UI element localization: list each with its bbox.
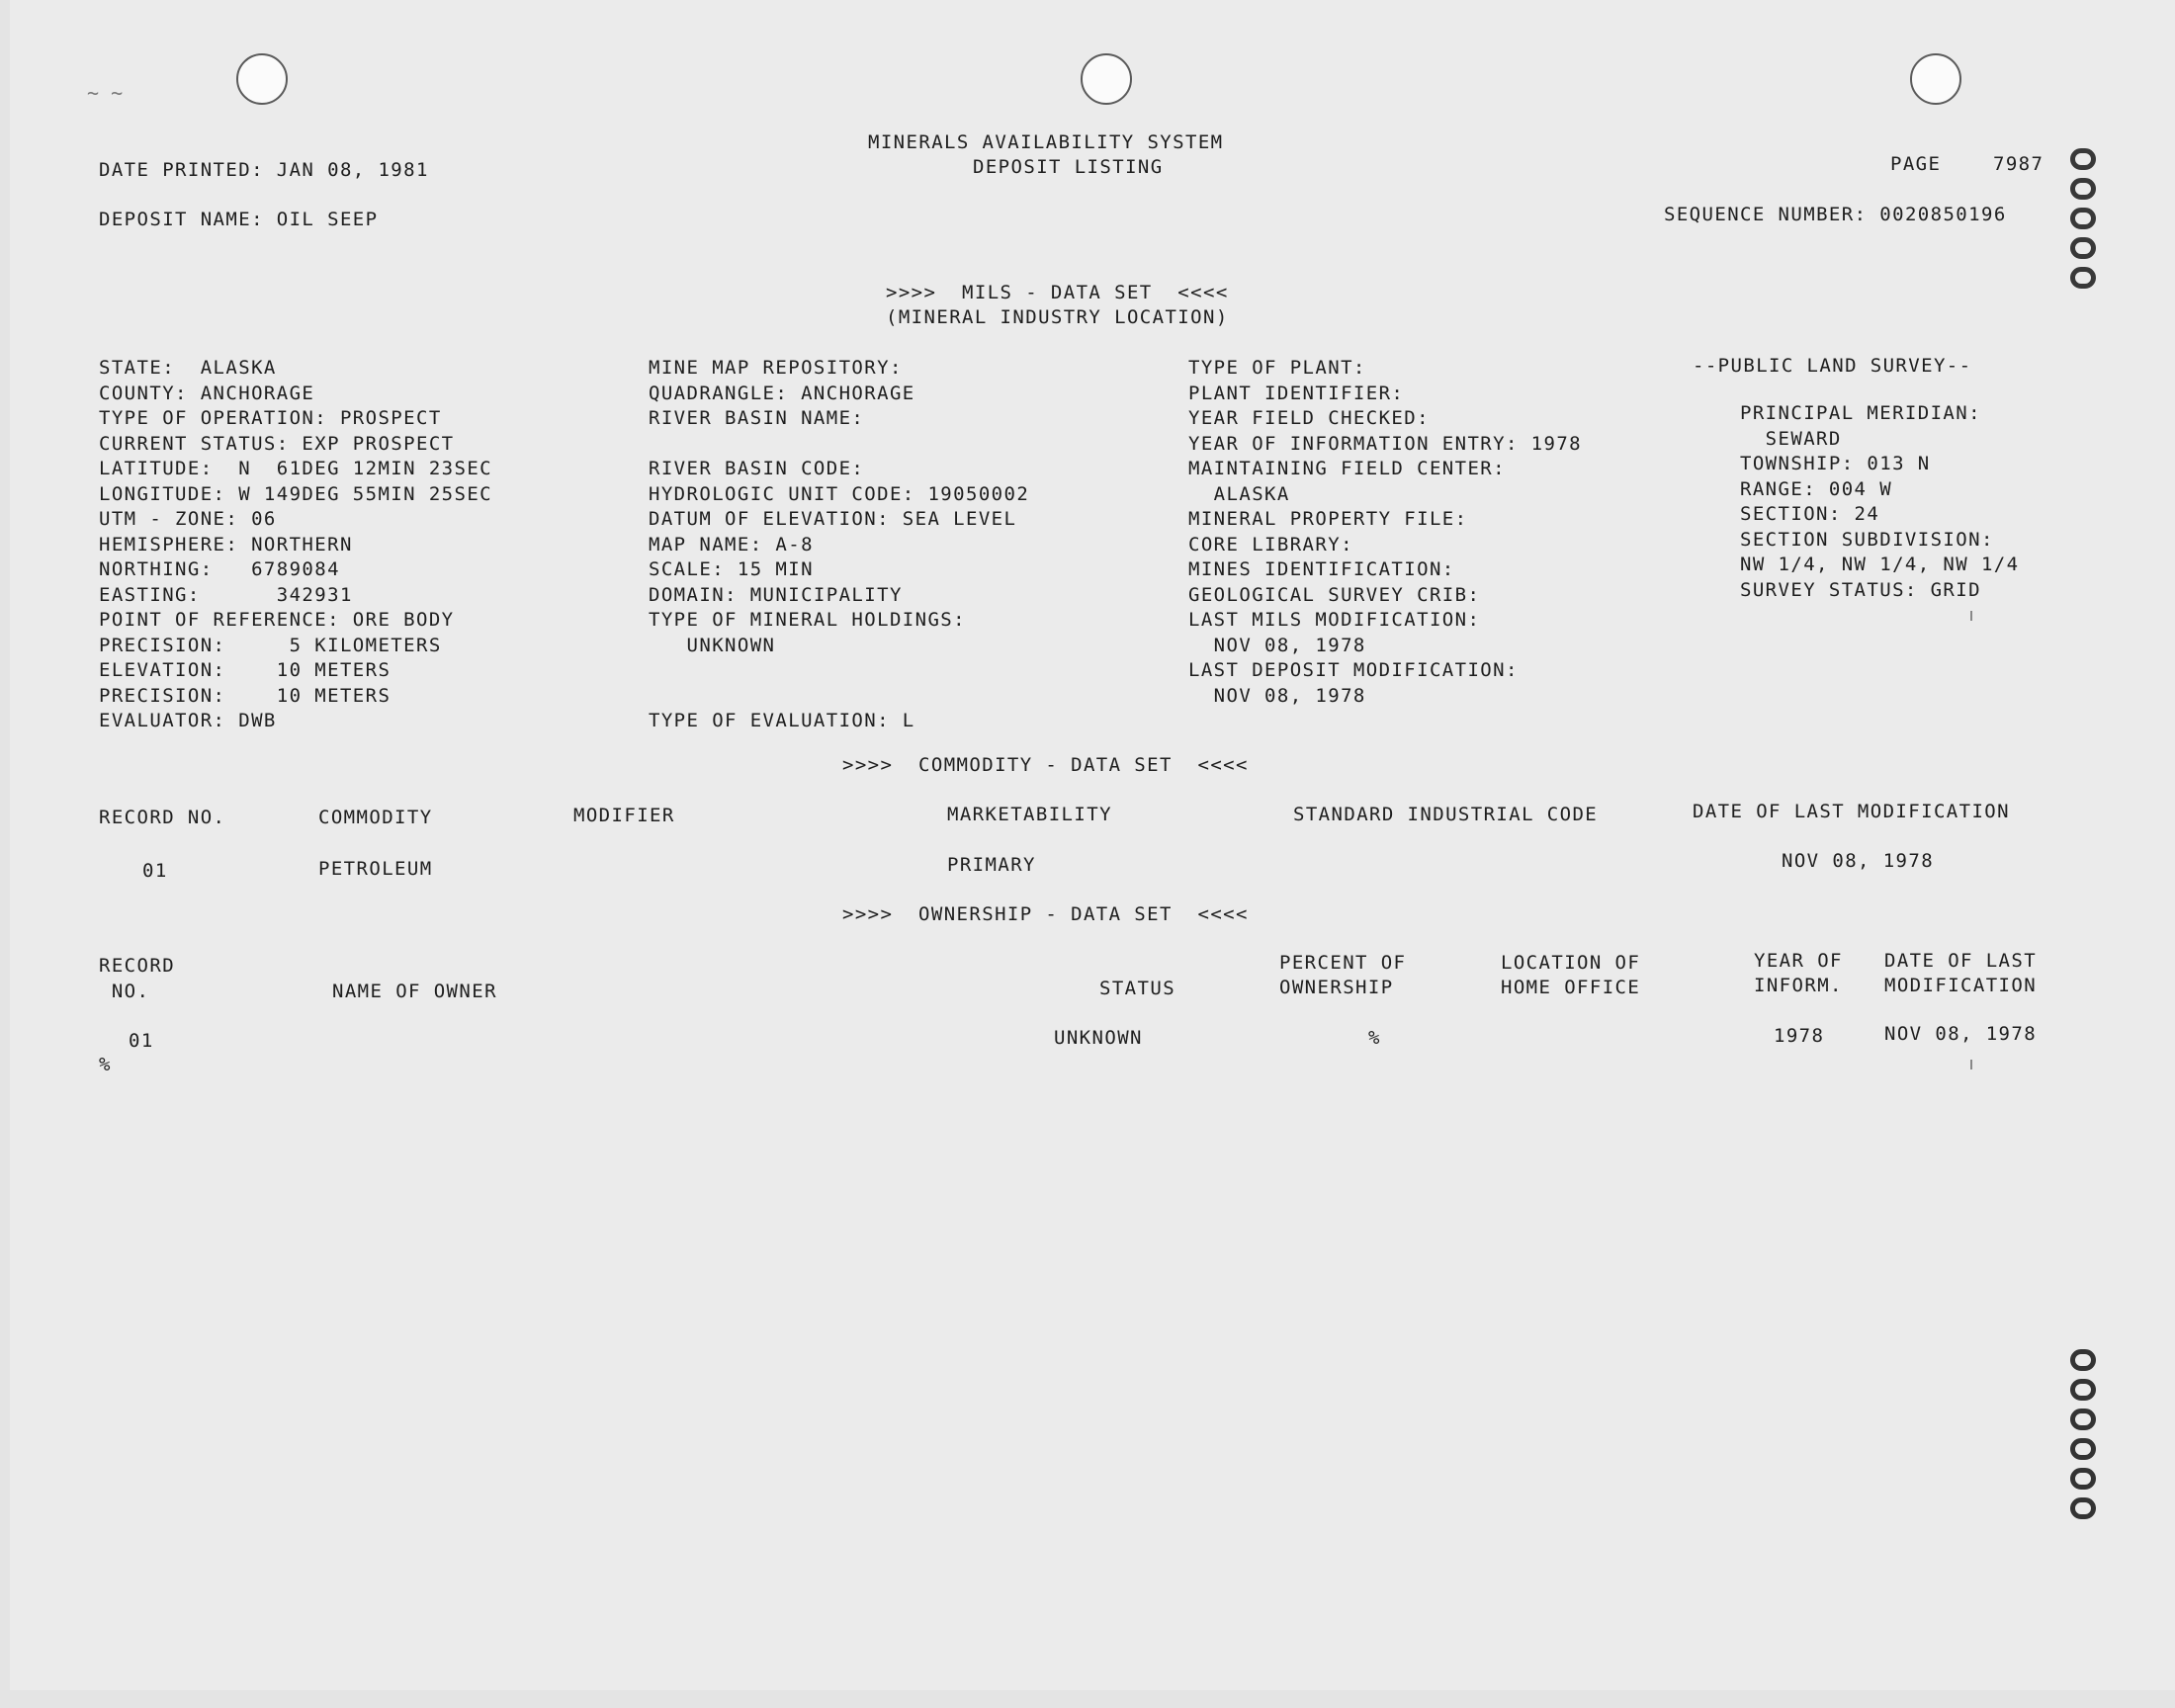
mils-field: COUNTY: ANCHORAGE [99, 382, 315, 404]
mils-field: CORE LIBRARY: [1188, 533, 1353, 555]
commodity-header-date: DATE OF LAST MODIFICATION [1693, 801, 2010, 822]
ownership-status: UNKNOWN [1054, 1027, 1143, 1049]
plss-field: SEWARD [1740, 427, 1842, 450]
plss-field: NW 1/4, NW 1/4, NW 1/4 [1740, 554, 2020, 575]
commodity-header-commodity: COMMODITY [318, 807, 433, 828]
mils-field: RIVER BASIN CODE: [649, 458, 865, 479]
mils-field: DOMAIN: MUNICIPALITY [649, 583, 903, 606]
stray-mark [1970, 611, 1972, 621]
ownership-header-modification: MODIFICATION [1884, 975, 2038, 996]
mils-field: LAST DEPOSIT MODIFICATION: [1188, 659, 1519, 681]
mils-field: LATITUDE: N 61DEG 12MIN 23SEC [99, 458, 493, 479]
mils-field: MINE MAP REPOSITORY: [649, 357, 903, 379]
mils-field: TYPE OF MINERAL HOLDINGS: [649, 609, 966, 631]
ownership-header-home-office: HOME OFFICE [1501, 977, 1641, 998]
mils-field: STATE: ALASKA [99, 357, 277, 379]
ownership-header-date: DATE OF LAST [1884, 950, 2038, 972]
mils-field: NORTHING: 6789084 [99, 558, 340, 580]
deposit-name: DEPOSIT NAME: OIL SEEP [99, 209, 379, 230]
listing-title: DEPOSIT LISTING [973, 156, 1164, 178]
ownership-header-record: RECORD [99, 955, 176, 977]
mils-field: YEAR OF INFORMATION ENTRY: 1978 [1188, 432, 1583, 455]
commodity-record-no: 01 [142, 860, 168, 882]
commodity-last-modified: NOV 08, 1978 [1782, 850, 1935, 872]
mils-field: YEAR FIELD CHECKED: [1188, 407, 1430, 429]
plss-field: TOWNSHIP: 013 N [1740, 453, 1931, 474]
edge-marks-top [2066, 148, 2100, 326]
mils-field [649, 658, 1029, 684]
mils-field: EASTING: 342931 [99, 583, 353, 606]
system-title: MINERALS AVAILABILITY SYSTEM [868, 131, 1224, 153]
ownership-header-ownership: OWNERSHIP [1279, 977, 1394, 998]
ownership-record-no: 01 [129, 1030, 154, 1052]
mils-field: HEMISPHERE: NORTHERN [99, 533, 353, 555]
mils-field: TYPE OF OPERATION: PROSPECT [99, 407, 442, 429]
public-land-survey-column [1740, 401, 2019, 603]
mils-field: LONGITUDE: W 149DEG 55MIN 25SEC [99, 482, 493, 505]
plss-field: SURVEY STATUS: GRID [1740, 578, 1981, 601]
mils-field: GEOLOGICAL SURVEY CRIB: [1188, 583, 1481, 606]
punch-hole-left [236, 53, 288, 105]
mils-field: RIVER BASIN NAME: [649, 407, 865, 429]
mils-section-subtitle: (MINERAL INDUSTRY LOCATION) [886, 306, 1229, 328]
mils-field: PRECISION: 10 METERS [99, 684, 392, 707]
ownership-header-percent: PERCENT OF [1279, 952, 1407, 974]
mils-plant-column [1188, 356, 1582, 709]
commodity-marketability: PRIMARY [947, 854, 1036, 876]
ownership-header-status: STATUS [1099, 978, 1176, 999]
punch-hole-center [1081, 53, 1132, 105]
ownership-section-title: >>>> OWNERSHIP - DATA SET <<<< [842, 903, 1249, 925]
punch-hole-right [1910, 53, 1961, 105]
plss-field: RANGE: 004 W [1740, 477, 1893, 500]
stray-mark [1970, 1060, 1972, 1069]
ownership-header-inform: INFORM. [1754, 975, 1843, 996]
mils-field: MAP NAME: A-8 [649, 533, 814, 555]
mils-field: DATUM OF ELEVATION: SEA LEVEL [649, 508, 1017, 530]
mils-field: POINT OF REFERENCE: ORE BODY [99, 609, 455, 631]
ownership-last-modified: NOV 08, 1978 [1884, 1023, 2038, 1045]
ownership-percent: % [1368, 1027, 1381, 1049]
commodity-header-marketability: MARKETABILITY [947, 804, 1112, 825]
mils-field: HYDROLOGIC UNIT CODE: 19050002 [649, 482, 1030, 505]
ownership-header-location: LOCATION OF [1501, 952, 1641, 974]
plss-field: PRINCIPAL MERIDIAN: [1740, 402, 1981, 424]
mils-field: NOV 08, 1978 [1188, 634, 1366, 656]
ownership-header-owner: NAME OF OWNER [332, 981, 497, 1002]
mils-field: MAINTAINING FIELD CENTER: [1188, 458, 1506, 479]
sequence-number: SEQUENCE NUMBER: 0020850196 [1664, 204, 2007, 225]
edge-marks-bottom [2066, 1349, 2100, 1527]
ownership-header-record-no: NO. [99, 981, 150, 1002]
mils-field: NOV 08, 1978 [1188, 684, 1366, 707]
date-printed: DATE PRINTED: JAN 08, 1981 [99, 159, 429, 181]
ownership-year: 1978 [1774, 1025, 1825, 1047]
public-land-survey-title: --PUBLIC LAND SURVEY-- [1693, 355, 1972, 377]
mils-field: EVALUATOR: DWB [99, 710, 277, 731]
mils-field: MINERAL PROPERTY FILE: [1188, 508, 1468, 530]
commodity-name: PETROLEUM [318, 858, 433, 880]
mils-field: UTM - ZONE: 06 [99, 508, 277, 530]
mils-field [649, 684, 1029, 710]
plss-field: SECTION: 24 [1740, 503, 1880, 525]
page-number: 7987 [1993, 153, 2044, 175]
mils-field: ALASKA [1188, 482, 1290, 505]
mils-field: SCALE: 15 MIN [649, 558, 814, 580]
commodity-header-record: RECORD NO. [99, 807, 226, 828]
mils-field: UNKNOWN [649, 634, 776, 656]
mils-field: MINES IDENTIFICATION: [1188, 558, 1455, 580]
ownership-trailer: % [99, 1054, 112, 1075]
mils-field: ELEVATION: 10 METERS [99, 659, 392, 681]
mils-field: QUADRANGLE: ANCHORAGE [649, 382, 915, 404]
mils-field: PLANT IDENTIFIER: [1188, 382, 1405, 404]
mils-field: TYPE OF PLANT: [1188, 357, 1366, 379]
page-label: PAGE [1890, 153, 1942, 175]
mils-map-column [649, 356, 1029, 734]
pencil-mark: ~ ~ [87, 81, 124, 105]
printout-sheet [10, 0, 2175, 1690]
commodity-section-title: >>>> COMMODITY - DATA SET <<<< [842, 754, 1249, 776]
plss-field: SECTION SUBDIVISION: [1740, 528, 1994, 551]
commodity-header-modifier: MODIFIER [573, 805, 675, 826]
mils-field [649, 432, 1029, 458]
ownership-header-year: YEAR OF [1754, 950, 1843, 972]
mils-field: PRECISION: 5 KILOMETERS [99, 634, 442, 656]
mils-field: LAST MILS MODIFICATION: [1188, 609, 1481, 631]
mils-section-title: >>>> MILS - DATA SET <<<< [886, 282, 1229, 303]
mils-field: TYPE OF EVALUATION: L [649, 710, 915, 731]
mils-field: CURRENT STATUS: EXP PROSPECT [99, 432, 455, 455]
commodity-header-sic: STANDARD INDUSTRIAL CODE [1293, 804, 1599, 825]
mils-location-column [99, 356, 492, 734]
